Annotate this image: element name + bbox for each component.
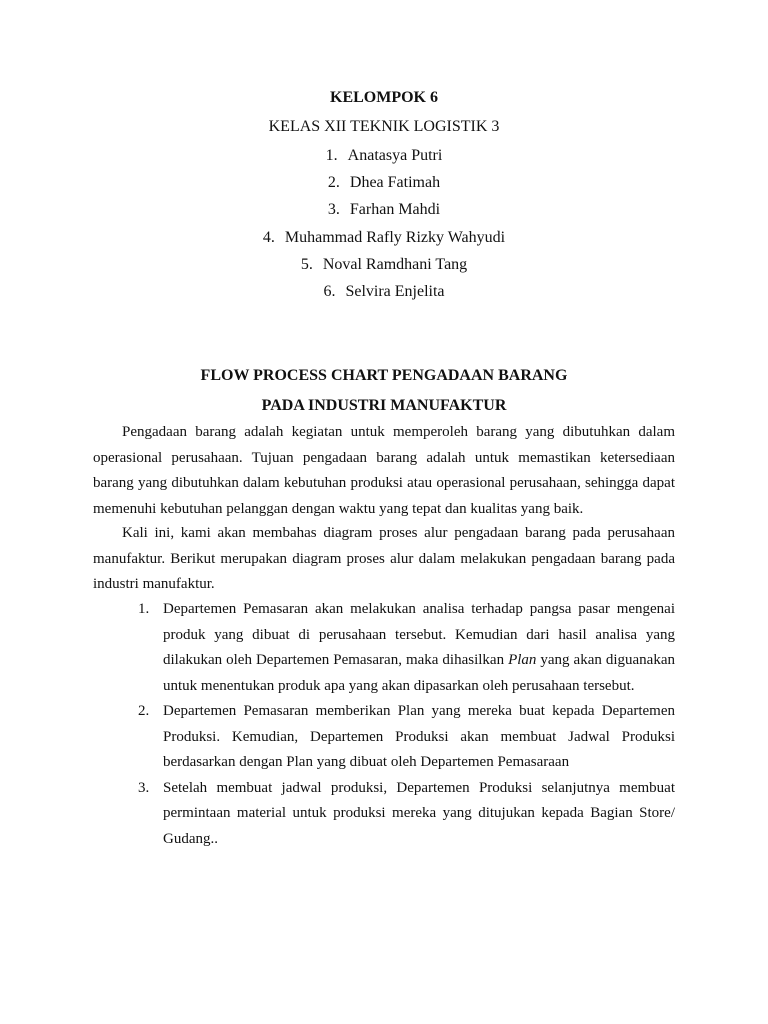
member-number: 4. [262,229,275,246]
step-emphasis: Plan [508,652,537,668]
step-text: Setelah membuat jadwal produksi, Departemen Produksi selanjutnya membuat permintaan material untuk produksi mereka yang ditujukan kepada Bagian Store/ Gudang.. [163,779,675,847]
body-paragraph: Pengadaan barang adalah kegiatan untuk memperoleh barang yang dibutuhkan dalam operasional perusahaan. Tujuan pengadaan barang adalah untuk memastikan ketersediaan barang yang dibutuhkan dalam kebutuhan produksi atau operasional perusahaan, sehingga dapat memenuhi kebutuhan pelanggan dengan waktu yang tepat dan kualitas yang baik. [93,424,675,517]
member-name: Anatasya Putri [347,147,443,164]
step-text-continued: yang akan diguanakan untuk menentukan produk apa yang akan dipasarkan oleh perusahaan tersebut. [163,652,675,694]
group-title: KELOMPOK 6 [330,89,438,106]
process-steps-list [93,597,675,852]
list-item [93,776,675,853]
section-title-line-1: FLOW PROCESS CHART PENGADAAN BARANG [200,367,568,384]
step-number: 2. [138,703,150,719]
member-name: Dhea Fatimah [349,174,441,191]
member-number: 5. [300,256,313,273]
member-item [0,146,768,166]
member-name: Muhammad Rafly Rizky Wahyudi [284,229,506,246]
class-title: KELAS XII TEKNIK LOGISTIK 3 [268,118,500,135]
member-name: Farhan Mahdi [349,201,441,218]
step-text: Departemen Pemasaran memberikan Plan yang mereka buat kepada Departemen Produksi. Kemudian, Departemen Produksi akan membuat Jadwal Produksi berdasarkan dengan Plan yang dibuat oleh Departemen Pemasaraan [163,703,675,770]
member-name: Selvira Enjelita [345,283,445,300]
member-item [0,282,768,302]
step-number: 3. [138,779,150,796]
list-item [93,597,675,699]
member-item [0,255,768,275]
member-item [0,173,768,193]
member-name: Noval Ramdhani Tang [322,256,468,273]
body-paragraph: Kali ini, kami akan membahas diagram proses alur pengadaan barang pada perusahaan manufaktur. Berikut merupakan diagram proses alur dalam melakukan pengadaan barang pada industri manufaktur. [93,525,675,592]
step-number: 1. [138,601,150,617]
member-number: 1. [325,147,338,164]
member-item [0,228,768,248]
list-item [93,699,675,776]
section-title-line-2: PADA INDUSTRI MANUFAKTUR [261,397,507,414]
member-item [0,200,768,220]
member-number: 6. [323,283,336,300]
member-number: 3. [327,201,340,218]
step-text: Departemen Pemasaran akan melakukan analisa terhadap pangsa pasar mengenai produk yang dibuat di perusahaan tersebut. Kemudian dari hasil analisa yang dilakukan oleh Departemen Pemasaran, maka dihasilkan [163,601,675,668]
member-number: 2. [327,174,340,191]
